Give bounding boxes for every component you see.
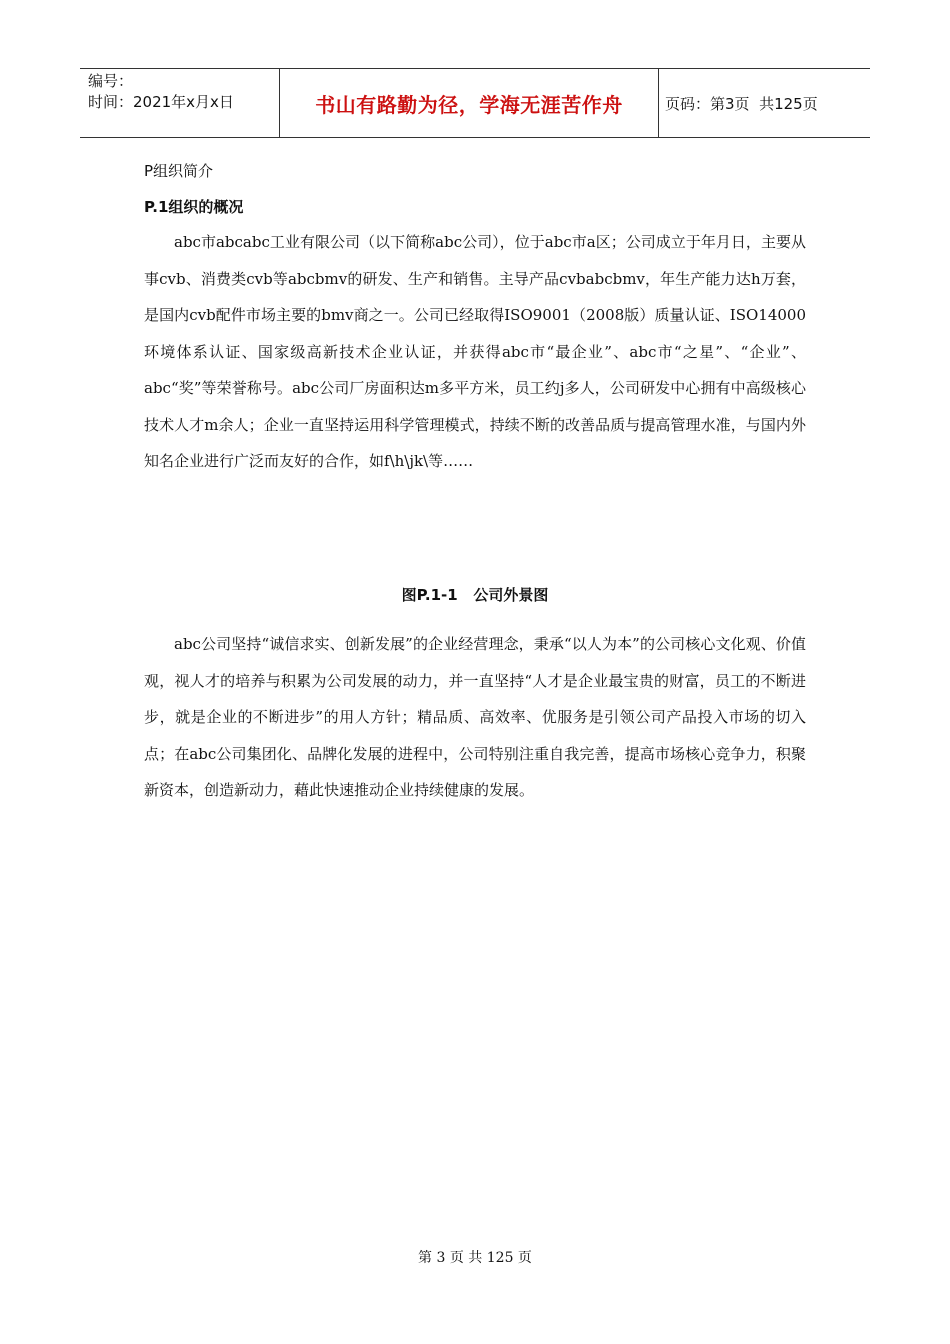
- document-time: 时间：2021年x月x日: [88, 93, 234, 111]
- overview-paragraph: abc市abcabc工业有限公司（以下简称abc公司），位于abc市a区；公司成立于年月日，主要从事cvb、消费类cvb等abcbmv的研发、生产和销售。主导产品cvbabcbmv，年生产能力达h万套，是国内cvb配件市场主要的bmv商之一。公司已经取得ISO9001（2008版）质量认证、ISO14000环境体系认证、国家级高新技术企业认证，并获得abc市“最企业”、abc市“之星”、“企业”、abc“奖”等荣誉称号。abc公司厂房面积达m多平方米，员工约j多人，公司研发中心拥有中高级核心技术人才m余人；企业一直坚持运用科学管理模式，持续不断的改善品质与提高管理水准，与国内外知名企业进行广泛而友好的合作，如f\h\jk\等……: [144, 233, 806, 470]
- philosophy-paragraph: abc公司坚持“诚信求实、创新发展”的企业经营理念，秉承“以人为本”的公司核心文化观、价值观，视人才的培养与积累为公司发展的动力，并一直坚持“人才是企业最宝贵的财富，员工的不断进步，就是企业的不断进步”的用人方针；精品质、高效率、优服务是引领公司产品投入市场的切入点；在abc公司集团化、品牌化发展的进程中，公司特别注重自我完善，提高市场核心竞争力，积聚新资本，创造新动力，藉此快速推动企业持续健康的发展。: [144, 635, 806, 799]
- section-subtitle: P.1组织的概况: [144, 198, 244, 216]
- header-motto: 书山有路勤为径，学海无涯苦作舟: [280, 69, 659, 137]
- section-title: P组织简介: [144, 162, 214, 180]
- document-number-label: 编号：: [88, 72, 134, 90]
- page-header: [80, 68, 870, 138]
- figure-caption-text: 图P.1-1 公司外景图: [401, 586, 549, 604]
- figure-caption: [0, 584, 950, 605]
- header-meta: [80, 69, 280, 137]
- header-page-info: [659, 69, 870, 137]
- page-info-text: 页码：第3页 共125页: [665, 94, 818, 113]
- footer-page-number: 第 3 页 共 125 页: [418, 1250, 532, 1266]
- page-footer: [0, 1247, 950, 1267]
